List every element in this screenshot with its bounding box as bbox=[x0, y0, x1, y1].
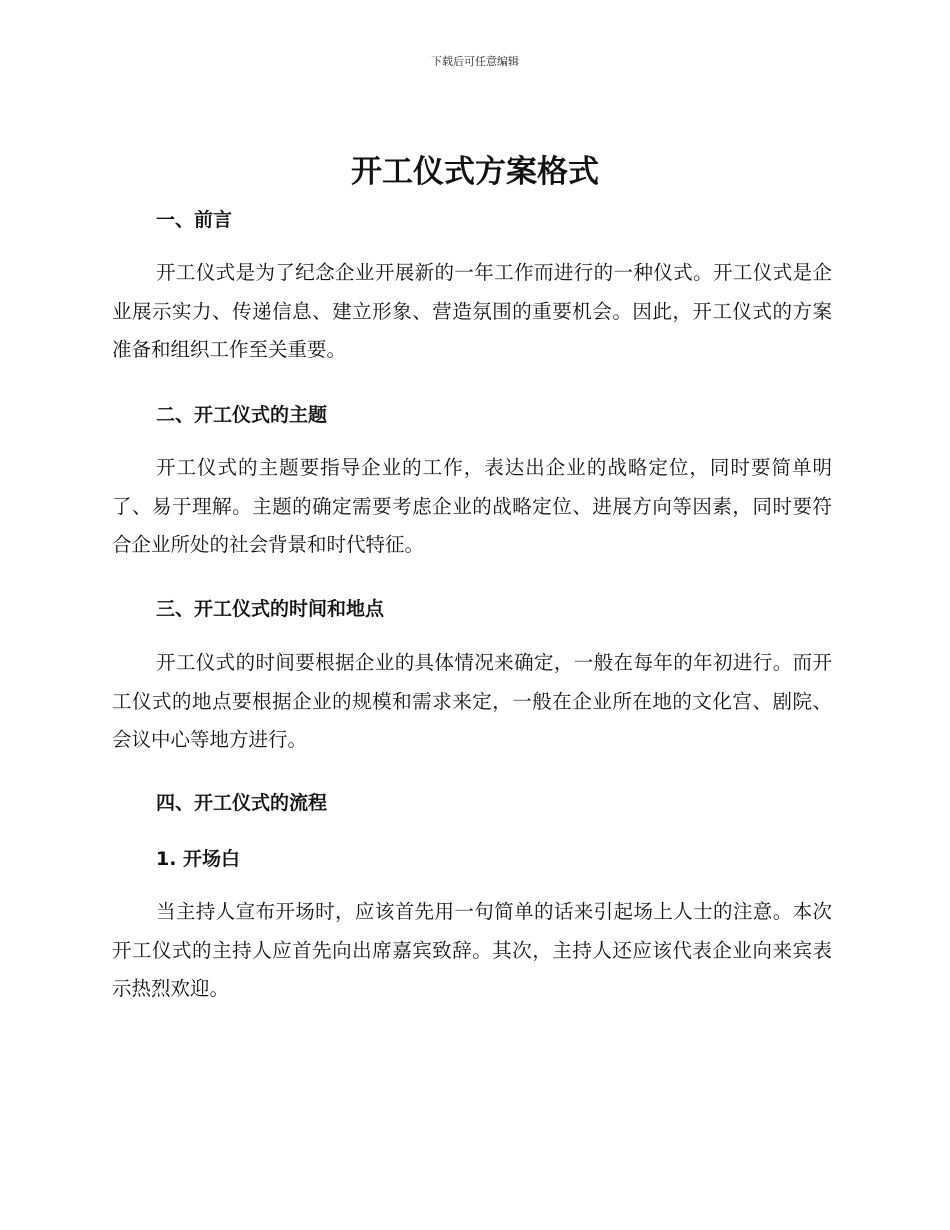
section-paragraph-time-place: 开工仪式的时间要根据企业的具体情况来确定，一般在每年的年初进行。而开工仪式的地点要根据企业的规模和需求来定，一般在企业所在地的文化宫、剧院、会议中心等地方进行。 bbox=[112, 651, 832, 751]
section-paragraph-preface: 开工仪式是为了纪念企业开展新的一年工作而进行的一种仪式。开工仪式是企业展示实力、传递信息、建立形象、营造氛围的重要机会。因此，开工仪式的方案准备和组织工作至关重要。 bbox=[112, 261, 832, 361]
section-heading-time-place: 三、开工仪式的时间和地点 bbox=[156, 598, 385, 620]
subsection-heading-opening: 1. 开场白 bbox=[156, 848, 241, 870]
section-heading-preface: 一、前言 bbox=[156, 209, 233, 231]
section-heading-process: 四、开工仪式的流程 bbox=[156, 792, 328, 814]
section-paragraph-theme: 开工仪式的主题要指导企业的工作，表达出企业的战略定位，同时要简单明了、易于理解。主题的确定需要考虑企业的战略定位、进展方向等因素，同时要符合企业所处的社会背景和时代特征。 bbox=[112, 456, 832, 556]
header-note: 下载后可任意编辑 bbox=[431, 55, 519, 68]
document-title: 开工仪式方案格式 bbox=[351, 154, 599, 190]
section-paragraph-opening: 当主持人宣布开场时，应该首先用一句简单的话来引起场上人士的注意。本次开工仪式的主持人应首先向出席嘉宾致辞。其次，主持人还应该代表企业向来宾表示热烈欢迎。 bbox=[112, 900, 832, 1000]
section-heading-theme: 二、开工仪式的主题 bbox=[156, 404, 328, 426]
